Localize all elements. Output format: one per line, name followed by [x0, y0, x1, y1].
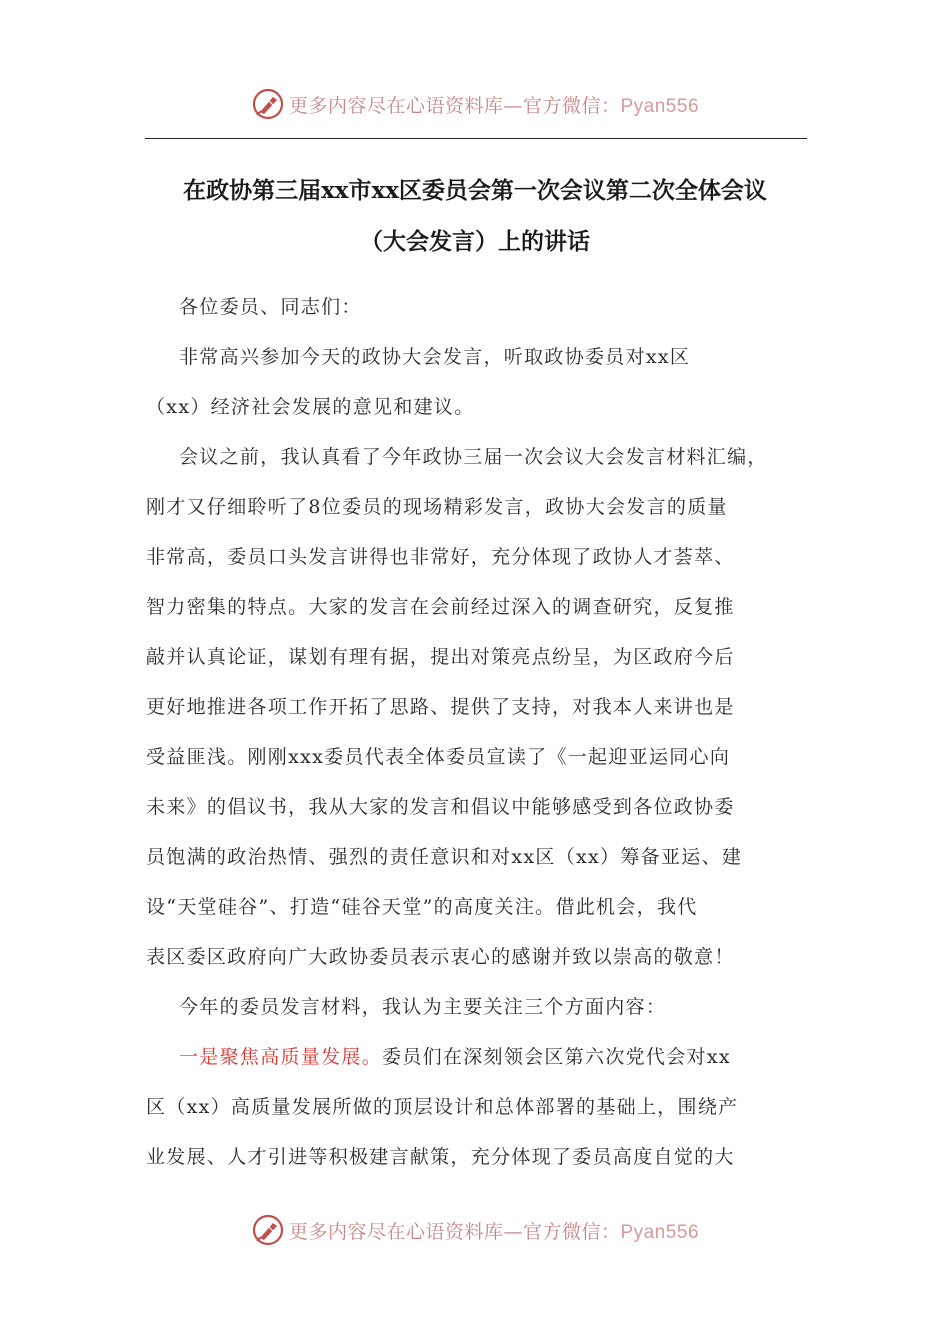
- banner-text: 更多内容尽在心语资料库—官方微信：Pyan556: [288, 94, 700, 117]
- paragraph-line: 智力密集的特点。大家的发言在会前经过深入的调查研究，反复推: [146, 596, 735, 618]
- paragraph-line: 今年的委员发言材料，我认为主要关注三个方面内容：: [179, 996, 667, 1018]
- page-title-line-1: 在政协第三届xx市xx区委员会第一次会议第二次全体会议: [183, 177, 767, 204]
- paragraph-line: 刚才又仔细聆听了8位委员的现场精彩发言，政协大会发言的质量: [146, 496, 728, 518]
- paragraph-line: 敲并认真论证，谋划有理有据，提出对策亮点纷呈，为区政府今后: [146, 646, 735, 668]
- paragraph-line: 未来》的倡议书，我从大家的发言和倡议中能够感受到各位政协委: [146, 796, 735, 818]
- page-title-line-2: （大会发言）上的讲话: [360, 228, 590, 255]
- highlight-heading: 一是聚焦高质量发展。: [179, 1046, 383, 1068]
- paragraph-line: （xx）经济社会发展的意见和建议。: [146, 396, 475, 418]
- paragraph-line: 区（xx）高质量发展所做的顶层设计和总体部署的基础上，围绕产: [146, 1096, 739, 1118]
- header-banner: [0, 84, 950, 124]
- paragraph-line: 一是聚焦高质量发展。委员们在深刻领会区第六次党代会对xx: [179, 1046, 731, 1068]
- paragraph-line: 会议之前，我认真看了今年政协三届一次会议大会发言材料汇编，: [179, 446, 768, 468]
- paragraph-line: 业发展、人才引进等积极建言献策，充分体现了委员高度自觉的大: [146, 1146, 735, 1168]
- wechat-handle: Pyan556: [620, 1221, 700, 1243]
- salutation: 各位委员、同志们：: [179, 296, 362, 318]
- paragraph-line: 设“天堂硅谷”、打造“硅谷天堂”的高度关注。借此机会，我代: [146, 896, 698, 918]
- paragraph-line: 员饱满的政治热情、强烈的责任意识和对xx区（xx）筹备亚运、建: [146, 846, 743, 868]
- wechat-handle: Pyan556: [620, 95, 700, 117]
- footer-banner: [0, 1210, 950, 1250]
- paragraph-line: 受益匪浅。刚刚xxx委员代表全体委员宣读了《一起迎亚运同心向: [146, 746, 731, 768]
- banner-text: 更多内容尽在心语资料库—官方微信：Pyan556: [288, 1220, 700, 1243]
- pen-nib-logo-icon: [251, 1213, 285, 1247]
- paragraph-line: 表区委区政府向广大政协委员表示衷心的感谢并致以崇高的敬意！: [146, 946, 735, 968]
- paragraph-line: 更好地推进各项工作开拓了思路、提供了支持，对我本人来讲也是: [146, 696, 735, 718]
- header-divider: [145, 138, 807, 139]
- paragraph-line: 非常高，委员口头发言讲得也非常好，充分体现了政协人才荟萃、: [146, 546, 735, 568]
- pen-nib-logo-icon: [251, 87, 285, 121]
- paragraph-line: 非常高兴参加今天的政协大会发言，听取政协委员对xx区: [179, 346, 691, 368]
